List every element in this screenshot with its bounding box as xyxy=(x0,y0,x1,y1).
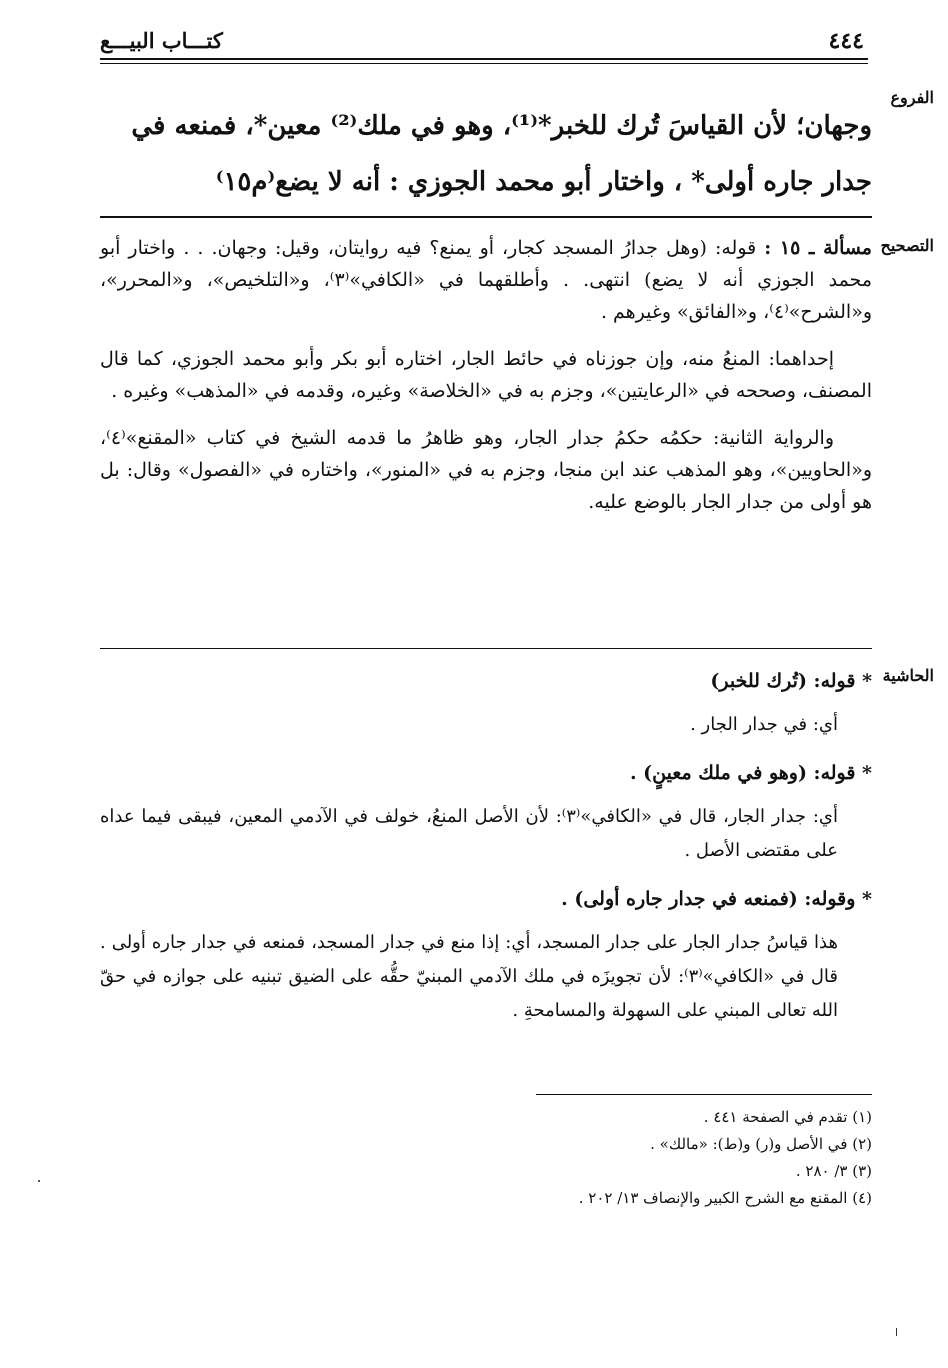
scan-mark xyxy=(896,1328,897,1336)
section-label-tashih: التصحيح xyxy=(880,236,934,255)
section-divider xyxy=(100,648,872,649)
header-rule xyxy=(100,58,868,60)
gloss-heading: * وقوله: (فمنعه في جدار جاره أولى) . xyxy=(561,888,872,910)
gloss-heading: * قوله: (وهو في ملك معينٍ) . xyxy=(629,762,872,784)
footnote: (٣) ٣/ ٢٨٠ . xyxy=(795,1162,872,1180)
tashih-paragraph-2: إحداهما: المنعُ منه، وإن جوزناه في حائط الجار، اختاره أبو بكر وأبو محمد الجوزي، كما قال المصنف، وصححه في «الرعايتين»، وجزم به في «الخلاصة» وغيره، وقدمه في «المذهب» وغيره . xyxy=(100,348,872,402)
footnote-rule xyxy=(536,1094,872,1095)
gloss-text: أي: في جدار الجار . xyxy=(690,714,838,735)
page-header xyxy=(100,28,868,58)
section-label-furu: الفروع xyxy=(890,88,934,107)
gloss-text: أي: جدار الجار، قال في «الكافي»⁽٣⁾: لأن الأصل المنعُ، خولف في الآدمي المعين، فيبقى فيما عداه على مقتضى الأصل . xyxy=(100,806,838,861)
section-label-hashiya: الحاشية xyxy=(882,666,934,685)
tashih-paragraph-1: مسألة ـ ١٥ : قوله: (وهل جدارُ المسجد كجار، أو يمنع؟ فيه روايتان، وقيل: وجهان. . . واختار أبو محمد الجوزي أنه لا يضع) انتهى. . وأطلقهما في «الكافي»⁽٣⁾، و«التلخيص»، و«المحرر»، و«الشرح»⁽٤⁾، و«الفائق» وغيرهم . xyxy=(100,237,872,323)
tashih-paragraph-3: والرواية الثانية: حكمُه حكمُ جدار الجار، وهو ظاهرُ ما قدمه الشيخ في كتاب «المقنع»⁽٤⁾، و«الحاويين»، وهو المذهب عند ابن منجا، وجزم به في «المنور»، واختاره في «الفصول» وقال: بل هو أولى من جدار الجار بالوضع عليه. xyxy=(100,427,872,513)
page-number: ٤٤٤ xyxy=(828,28,864,54)
header-rule-thin xyxy=(100,63,868,64)
footnote: (١) تقدم في الصفحة ٤٤١ . xyxy=(703,1108,872,1126)
gloss-text: هذا قياسُ جدار الجار على جدار المسجد، أي: إذا منع في جدار المسجد، فمنعه في جدار جاره أولى . قال في «الكافي»⁽٣⁾: لأن تجويزَه في ملك الآدمي المبنيّ حقُّه على الضيق تبنيه على جوازه في حقّ الله تعالى المبني على السهولة والمسامحةِ . xyxy=(100,932,838,1021)
gloss-heading: * قوله: (تُرك للخبر) xyxy=(710,670,872,692)
section-divider xyxy=(100,216,872,218)
furu-text xyxy=(100,98,872,210)
footnote: (٢) في الأصل و(ر) و(ط): «مالك» . xyxy=(650,1135,872,1153)
book-title: كتـــاب البيـــع xyxy=(100,28,223,53)
footnotes xyxy=(400,1104,872,1212)
furu-line-2: جدار جاره أولى* ، واختار أبو محمد الجوزي : أنه لا يضع⁽م١٥⁾ xyxy=(215,167,872,197)
scan-speck xyxy=(38,1180,40,1182)
tashih-text xyxy=(100,232,872,533)
furu-line-1: وجهان؛ لأن القياسَ تُرك للخبر*⁽¹⁾، وهو في ملك⁽²⁾ معين*، فمنعه في xyxy=(131,111,872,141)
issue-heading: مسألة ـ ١٥ : xyxy=(764,237,872,259)
footnote: (٤) المقنع مع الشرح الكبير والإنصاف ١٣/ ٢٠٢ . xyxy=(578,1189,872,1207)
hashiya-text xyxy=(100,664,872,1042)
